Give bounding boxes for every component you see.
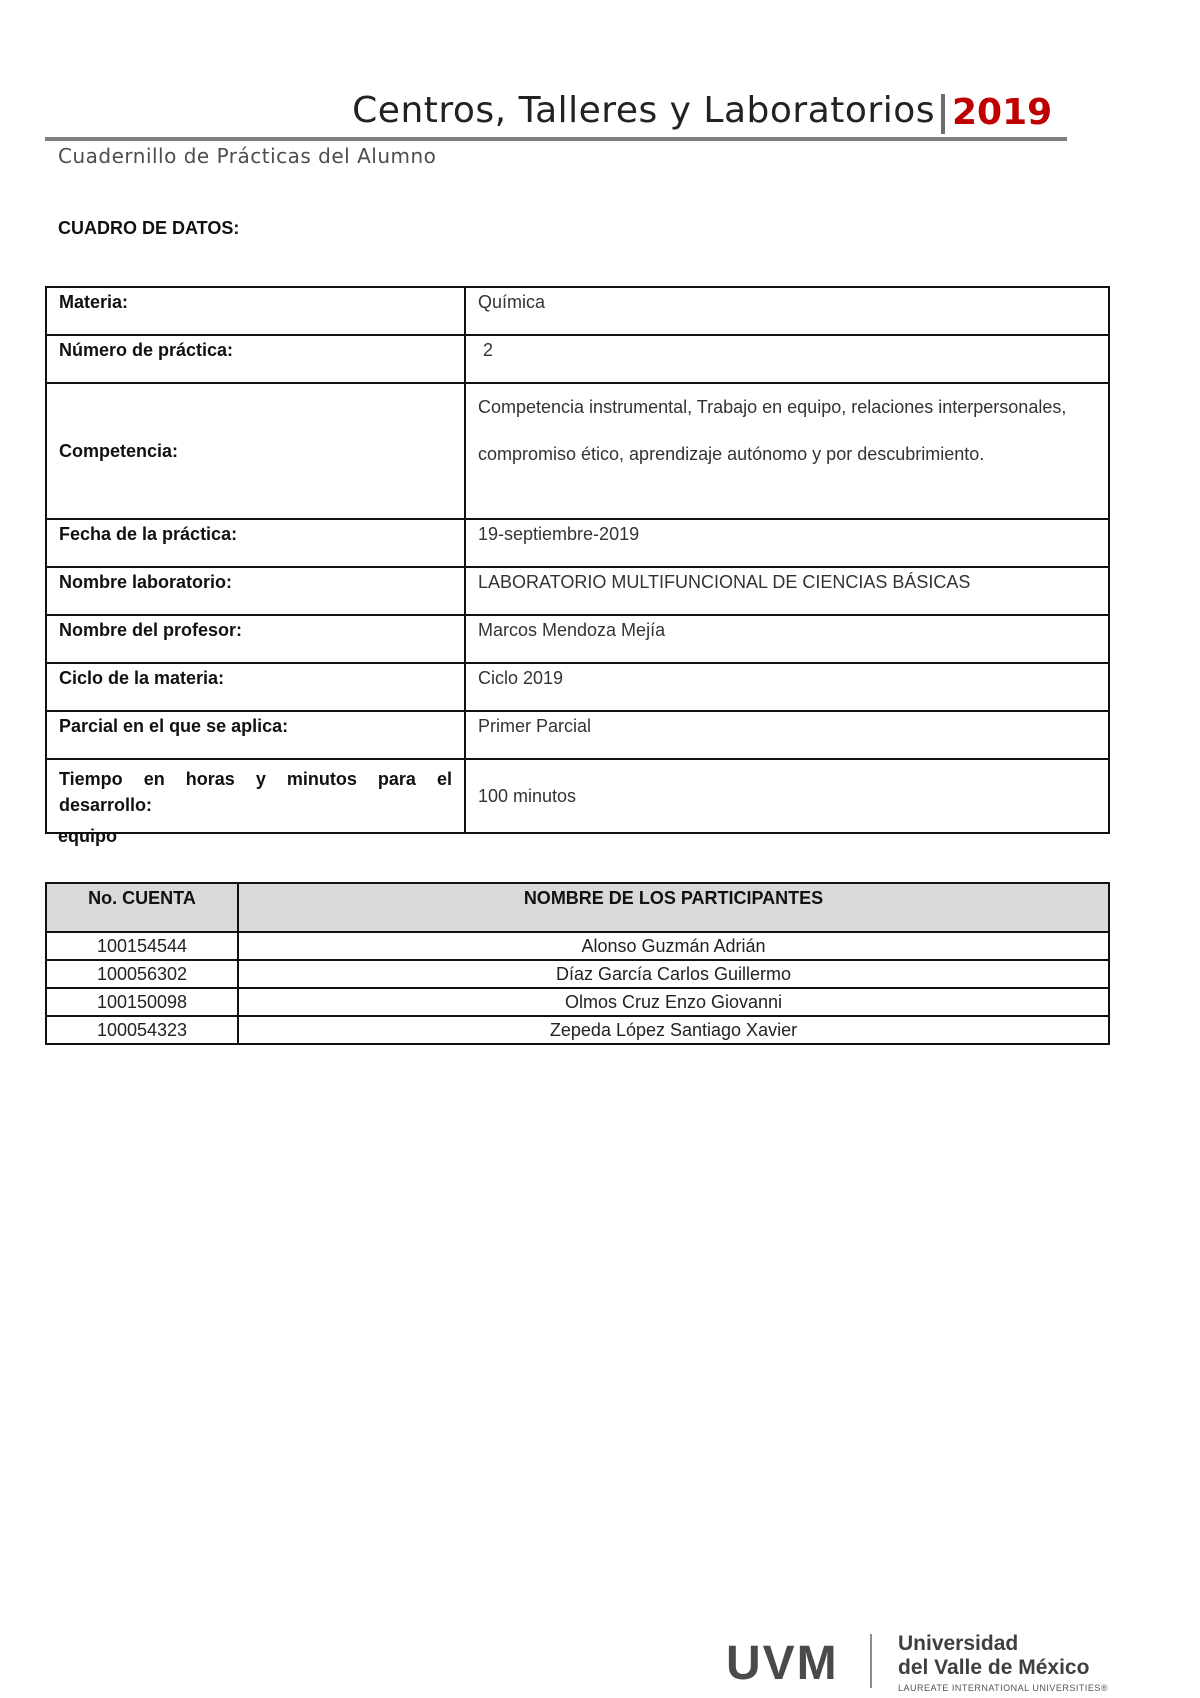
datos-row-materia (46, 287, 1109, 335)
table-row (46, 932, 1109, 960)
datos-value: Competencia instrumental, Trabajo en equipo, relaciones interpersonales, compromiso ético, aprendizaje autónomo y por descubrimiento. (465, 383, 1109, 519)
column-header-nombre: NOMBRE DE LOS PARTICIPANTES (238, 883, 1109, 932)
equipo-heading: equipo (58, 826, 117, 846)
page-subtitle: Cuadernillo de Prácticas del Alumno (58, 144, 437, 168)
column-header-cuenta: No. CUENTA (46, 883, 238, 932)
cuenta-cell: 100056302 (46, 960, 238, 988)
logo-tagline: LAUREATE INTERNATIONAL UNIVERSITIES® (898, 1683, 1108, 1693)
datos-label: Materia: (46, 287, 465, 335)
participants-table (45, 882, 1110, 1045)
datos-label: Número de práctica: (46, 335, 465, 383)
datos-value: 19-septiembre-2019 (465, 519, 1109, 567)
datos-row-fecha (46, 519, 1109, 567)
table-row (46, 988, 1109, 1016)
datos-label: Ciclo de la materia: (46, 663, 465, 711)
logo-name-line1: Universidad (898, 1632, 1019, 1655)
datos-value: Primer Parcial (465, 711, 1109, 759)
datos-row-numero (46, 335, 1109, 383)
datos-row-tiempo (46, 759, 1109, 833)
datos-label: Competencia: (46, 383, 465, 519)
datos-label: Nombre laboratorio: (46, 567, 465, 615)
datos-value: 100 minutos (465, 759, 1109, 833)
datos-label: Parcial en el que se aplica: (46, 711, 465, 759)
datos-table (45, 286, 1110, 834)
logo-name-line2: del Valle de México (898, 1656, 1090, 1679)
datos-label: Fecha de la práctica: (46, 519, 465, 567)
header-year: 2019 (952, 92, 1053, 133)
logo-divider (870, 1634, 872, 1688)
header-rule (45, 137, 1067, 141)
section-heading: CUADRO DE DATOS: (58, 218, 240, 238)
logo-mark: UVM (726, 1637, 839, 1690)
table-row (46, 1016, 1109, 1044)
nombre-cell: Olmos Cruz Enzo Giovanni (238, 988, 1109, 1016)
datos-value: 2 (465, 335, 1109, 383)
nombre-cell: Díaz García Carlos Guillermo (238, 960, 1109, 988)
nombre-cell: Zepeda López Santiago Xavier (238, 1016, 1109, 1044)
datos-value: Ciclo 2019 (465, 663, 1109, 711)
datos-row-competencia (46, 383, 1109, 519)
datos-label: Nombre del profesor: (46, 615, 465, 663)
datos-row-ciclo (46, 663, 1109, 711)
datos-value: Química (465, 287, 1109, 335)
datos-row-profesor (46, 615, 1109, 663)
datos-row-parcial (46, 711, 1109, 759)
datos-row-laboratorio (46, 567, 1109, 615)
cuenta-cell: 100150098 (46, 988, 238, 1016)
cuenta-cell: 100054323 (46, 1016, 238, 1044)
uvm-logo (726, 1632, 1108, 1696)
datos-label: Tiempo en horas y minutos para el desarrollo: (46, 759, 465, 833)
cuenta-cell: 100154544 (46, 932, 238, 960)
nombre-cell: Alonso Guzmán Adrián (238, 932, 1109, 960)
header-separator (941, 94, 945, 134)
datos-value: Marcos Mendoza Mejía (465, 615, 1109, 663)
table-row (46, 960, 1109, 988)
header-title: Centros, Talleres y Laboratorios (352, 90, 935, 131)
participants-header-row (46, 883, 1109, 932)
datos-value: LABORATORIO MULTIFUNCIONAL DE CIENCIAS BÁSICAS (465, 567, 1109, 615)
